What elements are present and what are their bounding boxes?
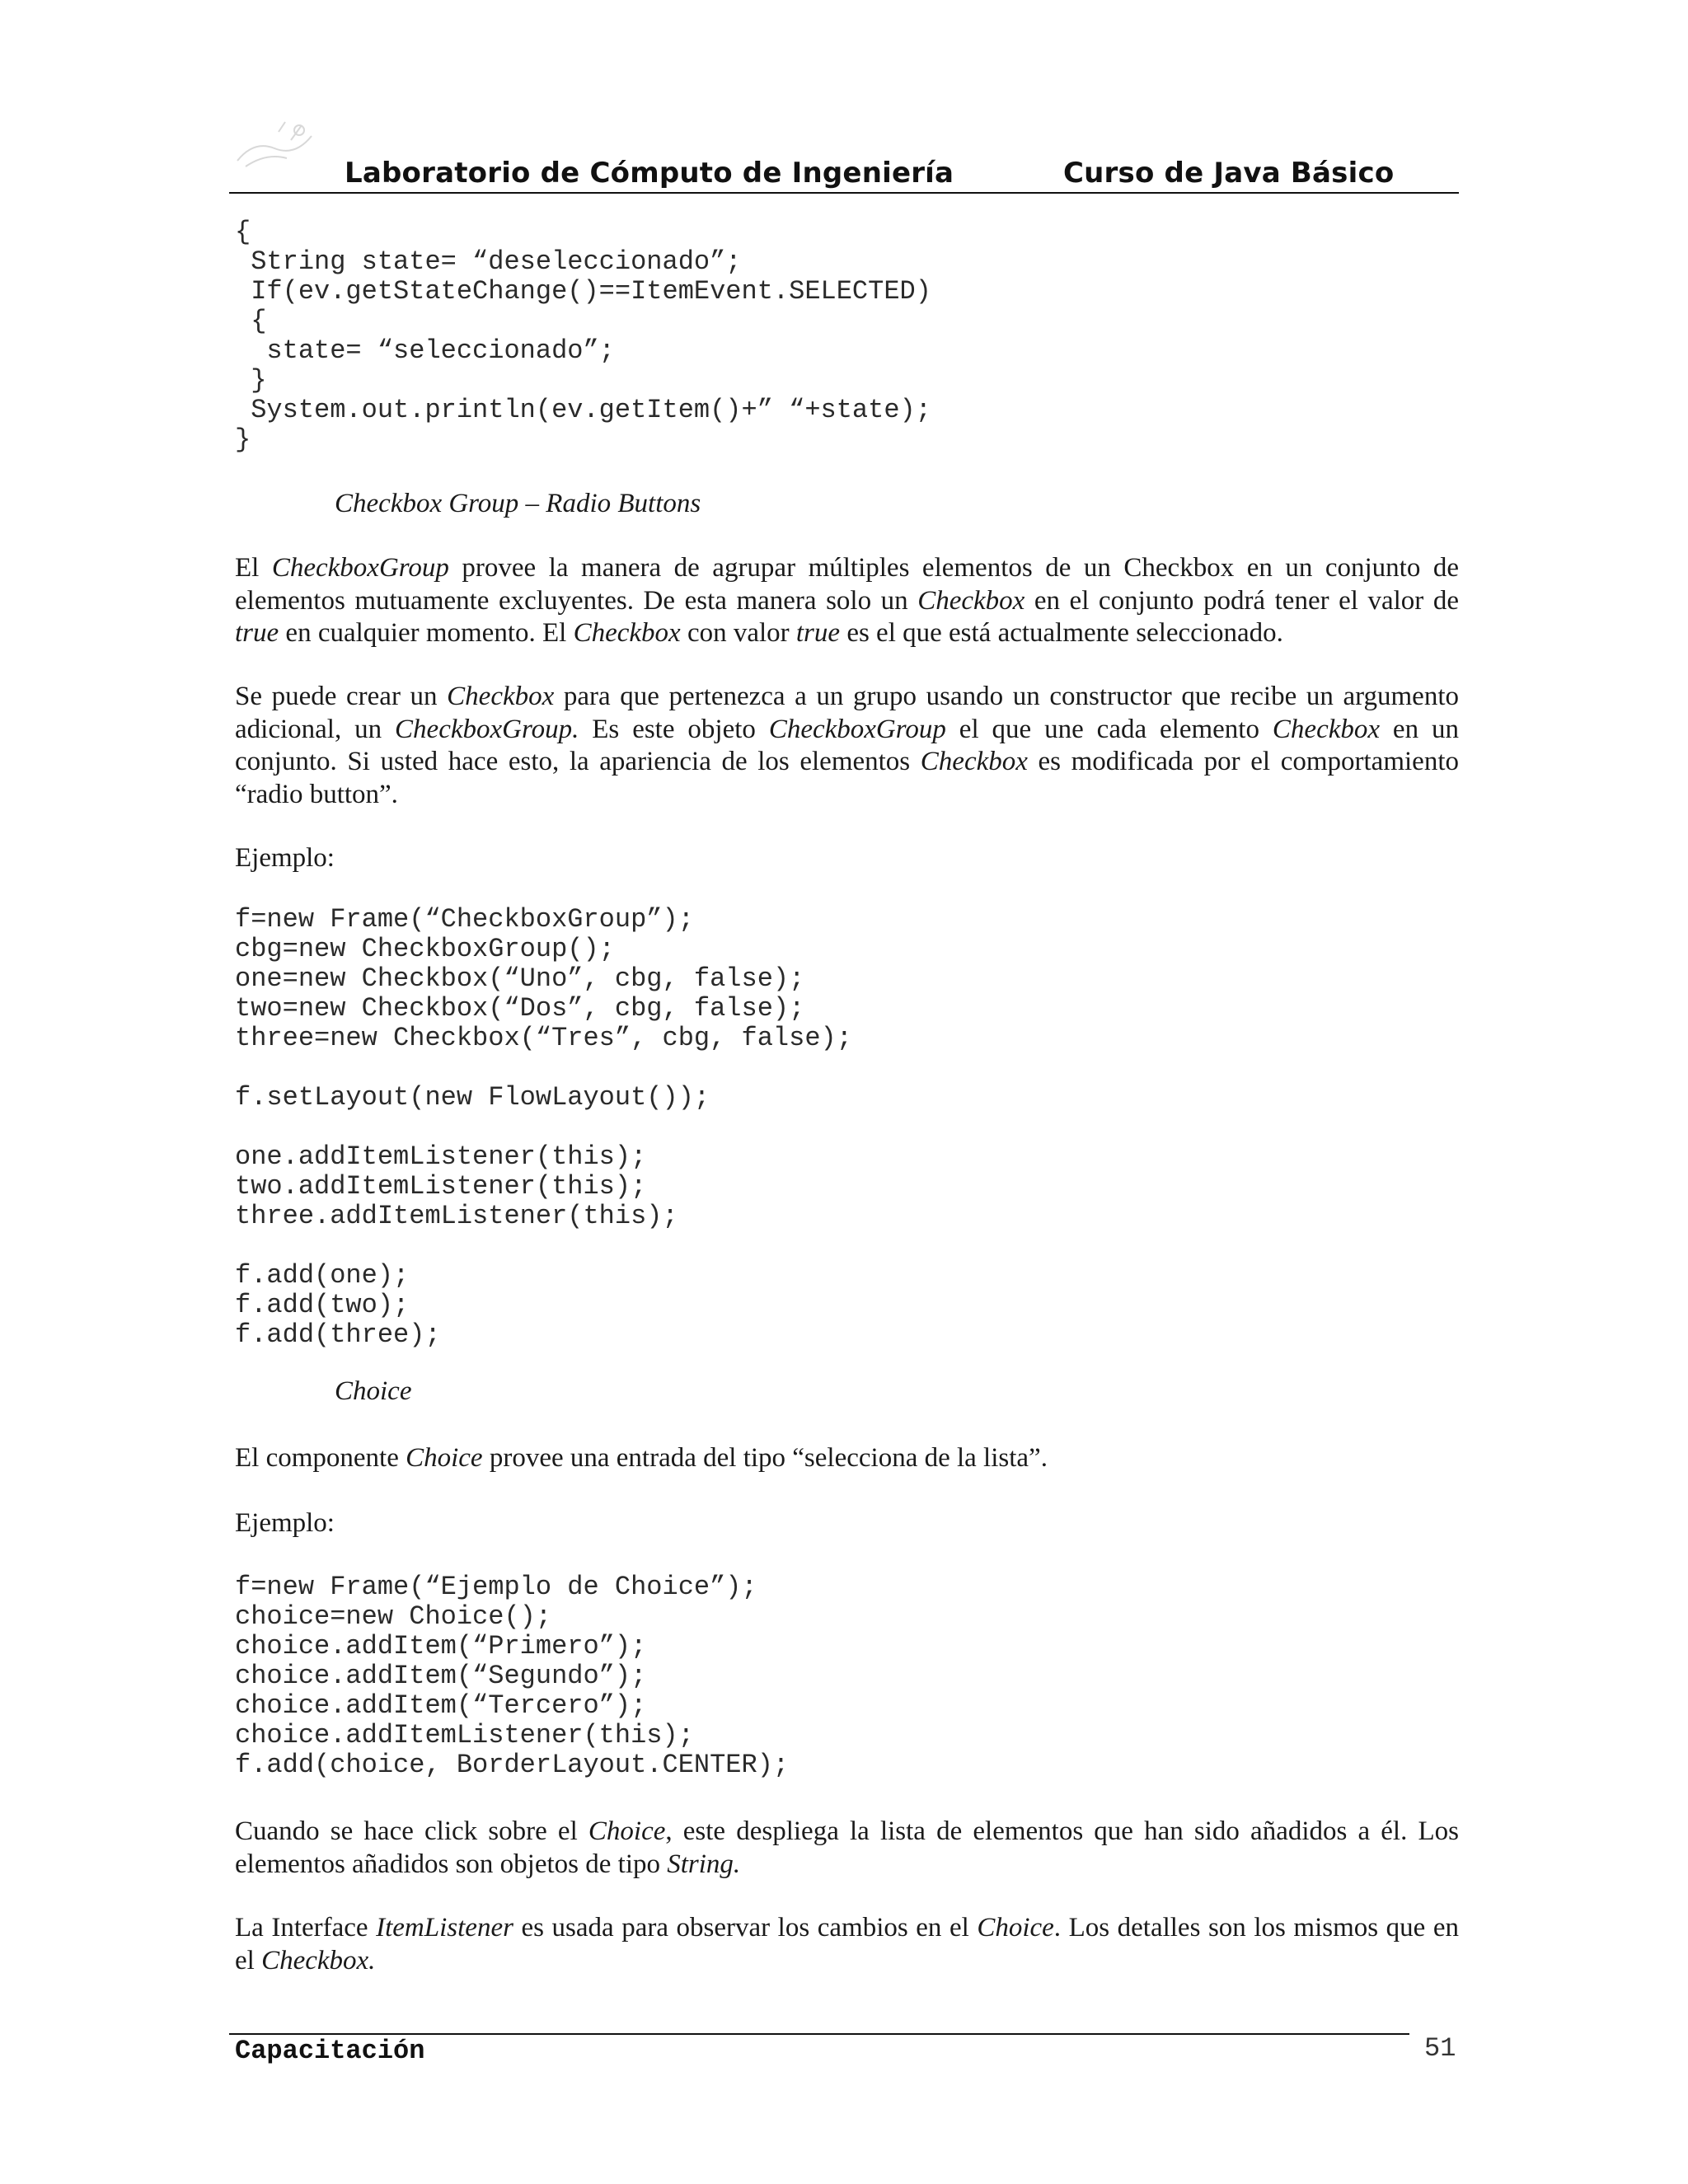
- header-title: Laboratorio de Cómputo de Ingeniería: [345, 157, 954, 190]
- paragraph-checkbox-constructor: Se puede crear un Checkbox para que pertenezca a un grupo usando un constructor que recibe un argumento adicional, un CheckboxGroup. Es este objeto CheckboxGroup el que une cada elemento Checkbox en un conjunto. Si usted hace esto, la apariencia de los elementos Checkbox es modificada por el comportamiento “radio button”.: [235, 682, 1459, 809]
- paragraph-checkbox-group: El CheckboxGroup provee la manera de agrupar múltiples elementos de un Checkbox en un conjunto de elementos mutuamente excluyentes. De esta manera solo un Checkbox en el conjunto podrá tener el valor de true en cualquier momento. El Checkbox con valor true es el que está actualmente seleccionado.: [235, 553, 1460, 648]
- footer-label: Capacitación: [235, 2036, 425, 2066]
- code-block-choice: f=new Frame(“Ejemplo de Choice”); choice=new Choice(); choice.addItem(“Primero”); choice.addItem(“Segundo”); choice.addItem(“Tercero”); choice.addItemListener(this); f.add(choice, BorderLayout.CENTER);: [235, 1572, 790, 1780]
- section-heading-choice: Choice: [335, 1376, 412, 1406]
- example-label-2: Ejemplo:: [235, 1508, 335, 1538]
- example-label-1: Ejemplo:: [235, 843, 335, 873]
- header-rule: [229, 192, 1459, 194]
- code-block-item-event: { String state= “deseleccionado”; If(ev.getStateChange()==ItemEvent.SELECTED) { state= “seleccionado”; } System.out.println(ev.getItem()+” “+state); }: [235, 217, 931, 455]
- page-number: 51: [1424, 2033, 1456, 2064]
- section-heading-checkbox-group: Checkbox Group – Radio Buttons: [335, 489, 701, 518]
- faded-logo-icon: [229, 115, 328, 181]
- paragraph-item-listener: La Interface ItemListener es usada para observar los cambios en el Choice. Los detalles son los mismos que en el Checkbox.: [235, 1913, 1459, 1975]
- paragraph-choice: El componente Choice provee una entrada del tipo “selecciona de la lista”.: [235, 1443, 1048, 1473]
- header-course: Curso de Java Básico: [1063, 157, 1395, 190]
- code-block-checkbox-group: f=new Frame(“CheckboxGroup”); cbg=new CheckboxGroup(); one=new Checkbox(“Uno”, cbg, false); two=new Checkbox(“Dos”, cbg, false); three=new Checkbox(“Tres”, cbg, false); f.setLayout(new FlowLayout()); one.addItemListener(this); two.addItemListener(this); three.addItemListener(this); f.add(one); f.add(two); f.add(three);: [235, 904, 852, 1350]
- footer-rule: [229, 2033, 1409, 2035]
- paragraph-choice-click: Cuando se hace click sobre el Choice, este despliega la lista de elementos que han sido añadidos a él. Los elementos añadidos son objetos de tipo String.: [235, 1816, 1459, 1879]
